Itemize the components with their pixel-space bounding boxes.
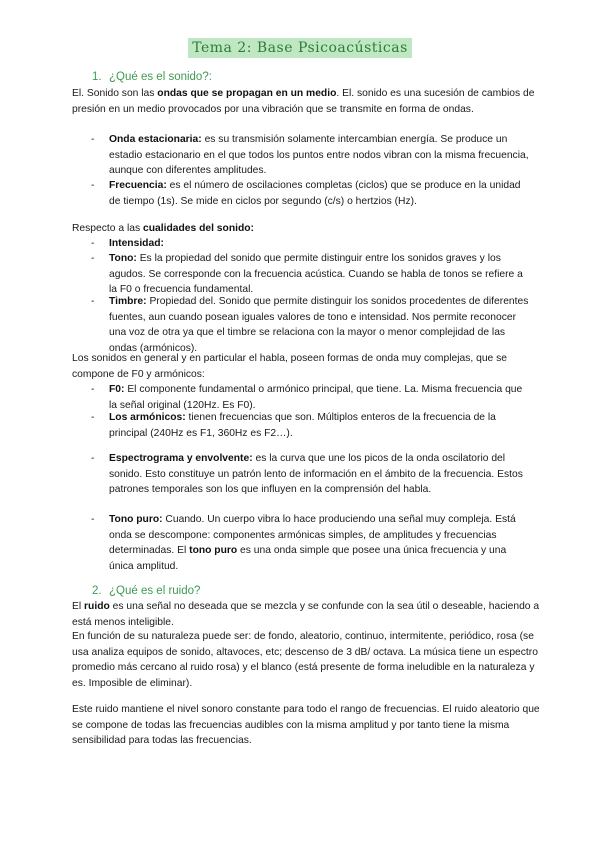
bullet-dash: -	[91, 412, 95, 423]
page-title: Tema 2: Base Psicoacústicas	[188, 38, 412, 58]
text: Respecto a las	[72, 223, 143, 234]
bullet-frecuencia	[109, 178, 529, 209]
bold-text: Onda estacionaria:	[109, 134, 202, 145]
text: Cuando. Un cuerpo vibra lo hace produciendo una señal muy compleja. Está onda se descompone: componentes armónicas simples, de amplitudes y frecuencias determinadas. El	[109, 514, 516, 556]
ruido-constant-paragraph: Este ruido mantiene el nivel sonoro constante para todo el rango de frecuencias. El ruido aleatorio que se compone de todas las frecuencias audibles con la misma amplitud y por tanto tiene la misma sensibilidad para todas las frecuencias.	[72, 704, 540, 746]
bullet-dash: -	[91, 384, 95, 395]
cualidades-intro	[72, 221, 542, 237]
bullet-dash: -	[91, 296, 95, 307]
text: es una onda simple que posee una única frecuencia y una única amplitud.	[109, 545, 507, 572]
sound-definition	[72, 86, 542, 117]
text: El. Sonido son las	[72, 88, 158, 99]
section-1-number: 1.	[92, 71, 102, 83]
bold-text: Tono:	[109, 253, 137, 264]
section-2-heading-text: ¿Qué es el ruido?	[109, 585, 201, 597]
bullet-tono-puro	[109, 512, 529, 574]
section-2-heading	[92, 585, 200, 597]
bullet-espectrograma	[109, 451, 529, 498]
text: El	[72, 601, 85, 612]
text: El componente fundamental o armónico principal, que tiene. La. Misma frecuencia que la señal original (120Hz. Es F0).	[109, 384, 523, 411]
ruido-types-paragraph: En función de su naturaleza puede ser: de fondo, aleatorio, continuo, intermitente, periódico, rosa (se usa analiza equipos de sonido, altavoces, etc; descenso de 3 dB/ octava. La música tiene un espectro promedio más cercano al ruido rosa) y el blanco (está presente de forma ineludible en la naturaleza y es. Imposible de eliminar).	[72, 631, 538, 689]
text: . El. sonido es una sucesión de cambios de presión en un medio provocados por una vibración que se transmite en forma de ondas.	[72, 88, 535, 115]
bold-text: F0:	[109, 384, 125, 395]
section-2-number: 2.	[92, 585, 102, 597]
text: es el número de oscilaciones completas (ciclos) que se produce en la unidad de tiempo (1s). Se mide en ciclos por segundo (c/s) o hertzios (Hz).	[109, 180, 521, 207]
bold-text: Intensidad:	[109, 238, 164, 249]
section-1-heading-text: ¿Qué es el sonido?:	[109, 71, 212, 83]
bold-text: Frecuencia:	[109, 180, 167, 191]
bullet-dash: -	[91, 180, 95, 191]
bold-text: tono puro	[189, 545, 238, 556]
text: es una señal no deseada que se mezcla y se confunde con la sea útil o deseable, haciendo a está menos inteligible.	[72, 601, 540, 628]
bold-text: Espectrograma y envolvente:	[109, 453, 253, 464]
text: es su transmisión solamente intercambian energía. Se produce un estadio estacionario en el que todos los puntos entre nodos vibran con la misma frecuencia, aunque con diferentes amplitudes.	[109, 134, 529, 176]
bullet-intensidad	[109, 236, 529, 252]
bold-text: ondas que se propagan en un medio	[157, 88, 337, 99]
title-wrap	[0, 38, 600, 58]
bullet-armonicos	[109, 410, 529, 441]
bold-text: cualidades del sonido:	[142, 223, 254, 234]
section-1-heading	[92, 71, 212, 83]
bullet-timbre	[109, 294, 529, 356]
text: Es la propiedad del sonido que permite distinguir entre los sonidos graves y los agudos. Se corresponde con la frecuencia acústica. Cuando se habla de tonos se refiere a la F0 o frecuencia fundamental.	[109, 253, 523, 295]
bold-text: Los armónicos:	[109, 412, 186, 423]
ruido-definition	[72, 599, 542, 630]
bullet-tono	[109, 251, 529, 298]
complex-waves-paragraph: Los sonidos en general y en particular el habla, poseen formas de onda muy complejas, que se compone de F0 y armónicos:	[72, 353, 508, 380]
bullet-onda-estacionaria	[109, 132, 529, 179]
text: Propiedad del. Sonido que permite distinguir los sonidos procedentes de diferentes fuentes, aun cuando posean iguales valores de tono e intensidad. Nos permite reconocer una voz de otra ya que el timbre se relaciona con la mayor o menor complejidad de las ondas (armónicos).	[109, 296, 529, 354]
bullet-dash: -	[91, 514, 95, 525]
bold-text: ruido	[84, 601, 110, 612]
bold-text: Timbre:	[109, 296, 147, 307]
text: tienen frecuencias que son. Múltiplos enteros de la frecuencia de la principal (240Hz es F1, 360Hz es F2…).	[109, 412, 496, 439]
text: es la curva que une los picos de la onda oscilatorio del sonido. Esto constituye un patrón lento de información en el ámbito de la frecuencia. Estos patrones temporales son los que influyen en la comprensión del habla.	[109, 453, 523, 495]
bullet-dash: -	[91, 453, 95, 464]
bullet-dash: -	[91, 238, 95, 249]
bullet-f0	[109, 382, 529, 413]
bullet-dash: -	[91, 253, 95, 264]
bold-text: Tono puro:	[109, 514, 163, 525]
bullet-dash: -	[91, 134, 95, 145]
